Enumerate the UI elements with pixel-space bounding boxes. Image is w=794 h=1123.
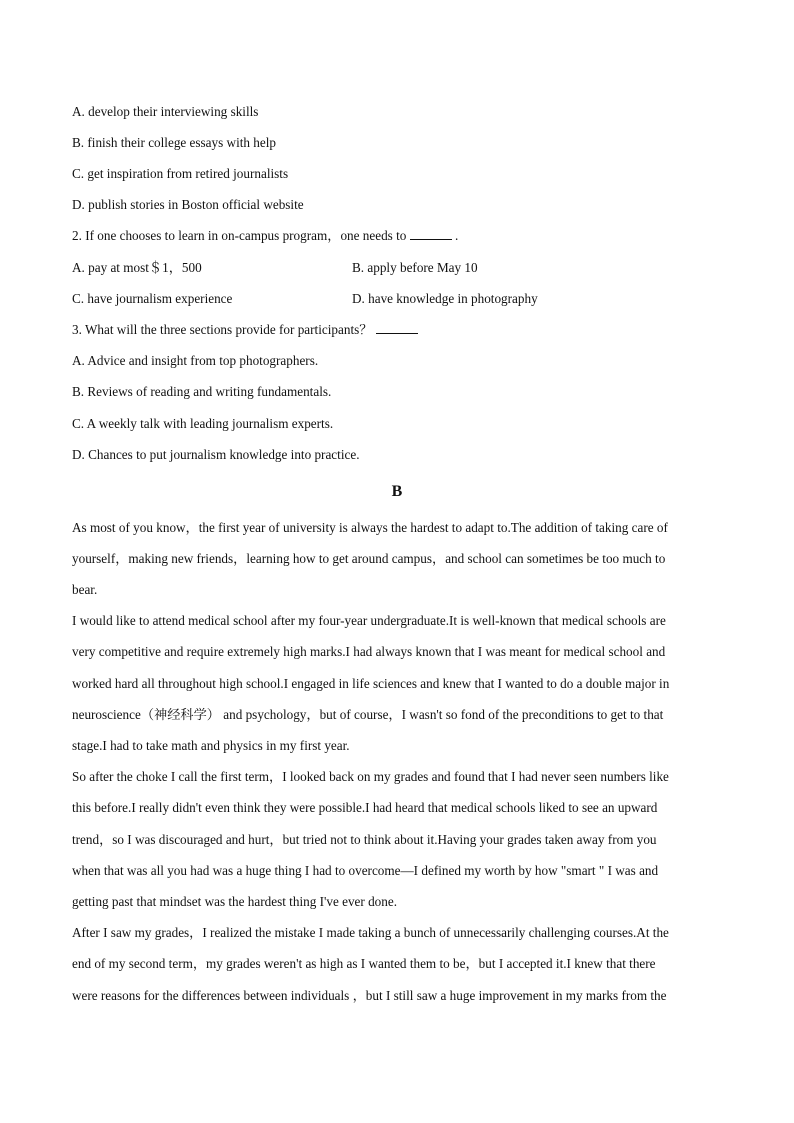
- q3-option-a: A. Advice and insight from top photographers.: [72, 353, 319, 368]
- q1-option-c: C. get inspiration from retired journalists: [72, 166, 289, 181]
- q3-option-d: D. Chances to put journalism knowledge into practice.: [72, 447, 360, 462]
- passage-line: very competitive and require extremely high marks.I had always known that I was meant for medical school and: [72, 644, 666, 659]
- passage-line: I would like to attend medical school after my four-year undergraduate.It is well-known that medical schools are: [72, 613, 666, 628]
- passage-line: stage.I had to take math and physics in my first year.: [72, 738, 350, 753]
- passage-line: bear.: [72, 582, 98, 597]
- passage-line: yourself，making new friends，learning how to get around campus，and school can sometimes be too much to: [72, 551, 666, 566]
- q1-option-d: D. publish stories in Boston official website: [72, 197, 304, 212]
- passage-line: trend，so I was discouraged and hurt，but tried not to think about it.Having your grades taken away from you: [72, 832, 657, 847]
- q1-option-b: B. finish their college essays with help: [72, 135, 277, 150]
- passage-line: this before.I really didn't even think they were possible.I had heard that medical schools liked to see an upward: [72, 800, 658, 815]
- section-heading: B: [391, 483, 403, 500]
- passage-line: when that was all you had was a huge thing I had to overcome—I defined my worth by how "smart " I was and: [72, 863, 659, 878]
- passage-line: So after the choke I call the first term，I looked back on my grades and found that I had never seen numbers like: [72, 769, 669, 784]
- passage-line: neuroscience（神经科学） and psychology，but of course，I wasn't so fond of the preconditions to get to that: [72, 707, 664, 722]
- answer-blank: [376, 321, 418, 334]
- q2-option-d: D. have knowledge in photography: [352, 291, 538, 306]
- q2-option-a: A. pay at most＄1，500: [72, 260, 202, 275]
- q2-stem: 2. If one chooses to learn in on-campus program，one needs to: [72, 228, 407, 243]
- answer-blank: [410, 227, 452, 240]
- passage-line: worked hard all throughout high school.I engaged in life sciences and knew that I wanted to do a double major in: [72, 676, 670, 691]
- q3-stem: 3. What will the three sections provide for participants？: [72, 322, 373, 337]
- passage-line: As most of you know，the first year of university is always the hardest to adapt to.The addition of taking care of: [72, 520, 668, 535]
- q3-option-c: C. A weekly talk with leading journalism experts.: [72, 416, 334, 431]
- q2-stem-line: [72, 227, 458, 245]
- passage-line: were reasons for the differences between individuals ，but I still saw a huge improvement in my marks from the: [72, 988, 667, 1003]
- q3-stem-line: [72, 321, 418, 339]
- q3-option-b: B. Reviews of reading and writing fundamentals.: [72, 384, 332, 399]
- passage-line: After I saw my grades，I realized the mistake I made taking a bunch of unnecessarily challenging courses.At the: [72, 925, 669, 940]
- passage-line: getting past that mindset was the hardest thing I've ever done.: [72, 894, 398, 909]
- q1-option-a: A. develop their interviewing skills: [72, 104, 259, 119]
- q2-option-b: B. apply before May 10: [352, 260, 478, 275]
- q2-option-c: C. have journalism experience: [72, 291, 233, 306]
- q2-stem-end: .: [454, 228, 459, 243]
- passage-line: end of my second term，my grades weren't as high as I wanted them to be，but I accepted it.I knew that there: [72, 956, 656, 971]
